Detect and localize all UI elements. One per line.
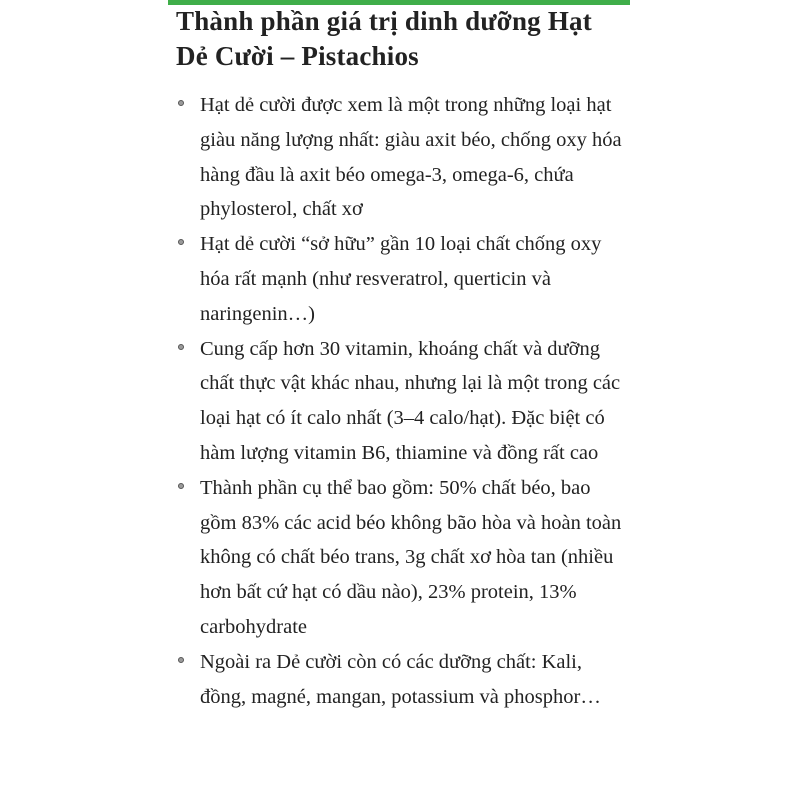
article (168, 4, 630, 714)
list-item-text: Cung cấp hơn 30 vitamin, khoáng chất và dưỡng chất thực vật khác nhau, nhưng lại là một trong các loại hạt có ít calo nhất (3–4 calo/hạt). Đặc biệt có hàm lượng vitamin B6, thiamine và đồng rất cao (200, 337, 621, 464)
list-item (168, 471, 630, 645)
bullet-icon (178, 100, 184, 106)
list-item (168, 88, 630, 227)
bullet-icon (178, 483, 184, 489)
list-item (168, 645, 630, 715)
nutrition-list (168, 88, 630, 714)
list-item-text: Thành phần cụ thể bao gồm: 50% chất béo, bao gồm 83% các acid béo không bão hòa và hoàn toàn không có chất béo trans, 3g chất xơ hòa tan (nhiều hơn bất cứ hạt có dầu nào), 23% protein, 13% carbohydrate (200, 476, 622, 638)
list-item (168, 227, 630, 331)
list-item (168, 332, 630, 471)
list-item-text: Ngoài ra Dẻ cười còn có các dưỡng chất: Kali, đồng, magné, mangan, potassium và phosphor… (200, 650, 601, 708)
article-title: Thành phần giá trị dinh dưỡng Hạt Dẻ Cười – Pistachios (176, 6, 592, 71)
list-item-text: Hạt dẻ cười “sở hữu” gần 10 loại chất chống oxy hóa rất mạnh (như resveratrol, querticin và naringenin…) (200, 233, 602, 325)
list-item-text: Hạt dẻ cười được xem là một trong những loại hạt giàu năng lượng nhất: giàu axit béo, chống oxy hóa hàng đầu là axit béo omega-3, omega-6, chứa phylosterol, chất xơ (200, 94, 622, 221)
bullet-icon (178, 344, 184, 350)
bullet-icon (178, 657, 184, 663)
bullet-icon (178, 239, 184, 245)
